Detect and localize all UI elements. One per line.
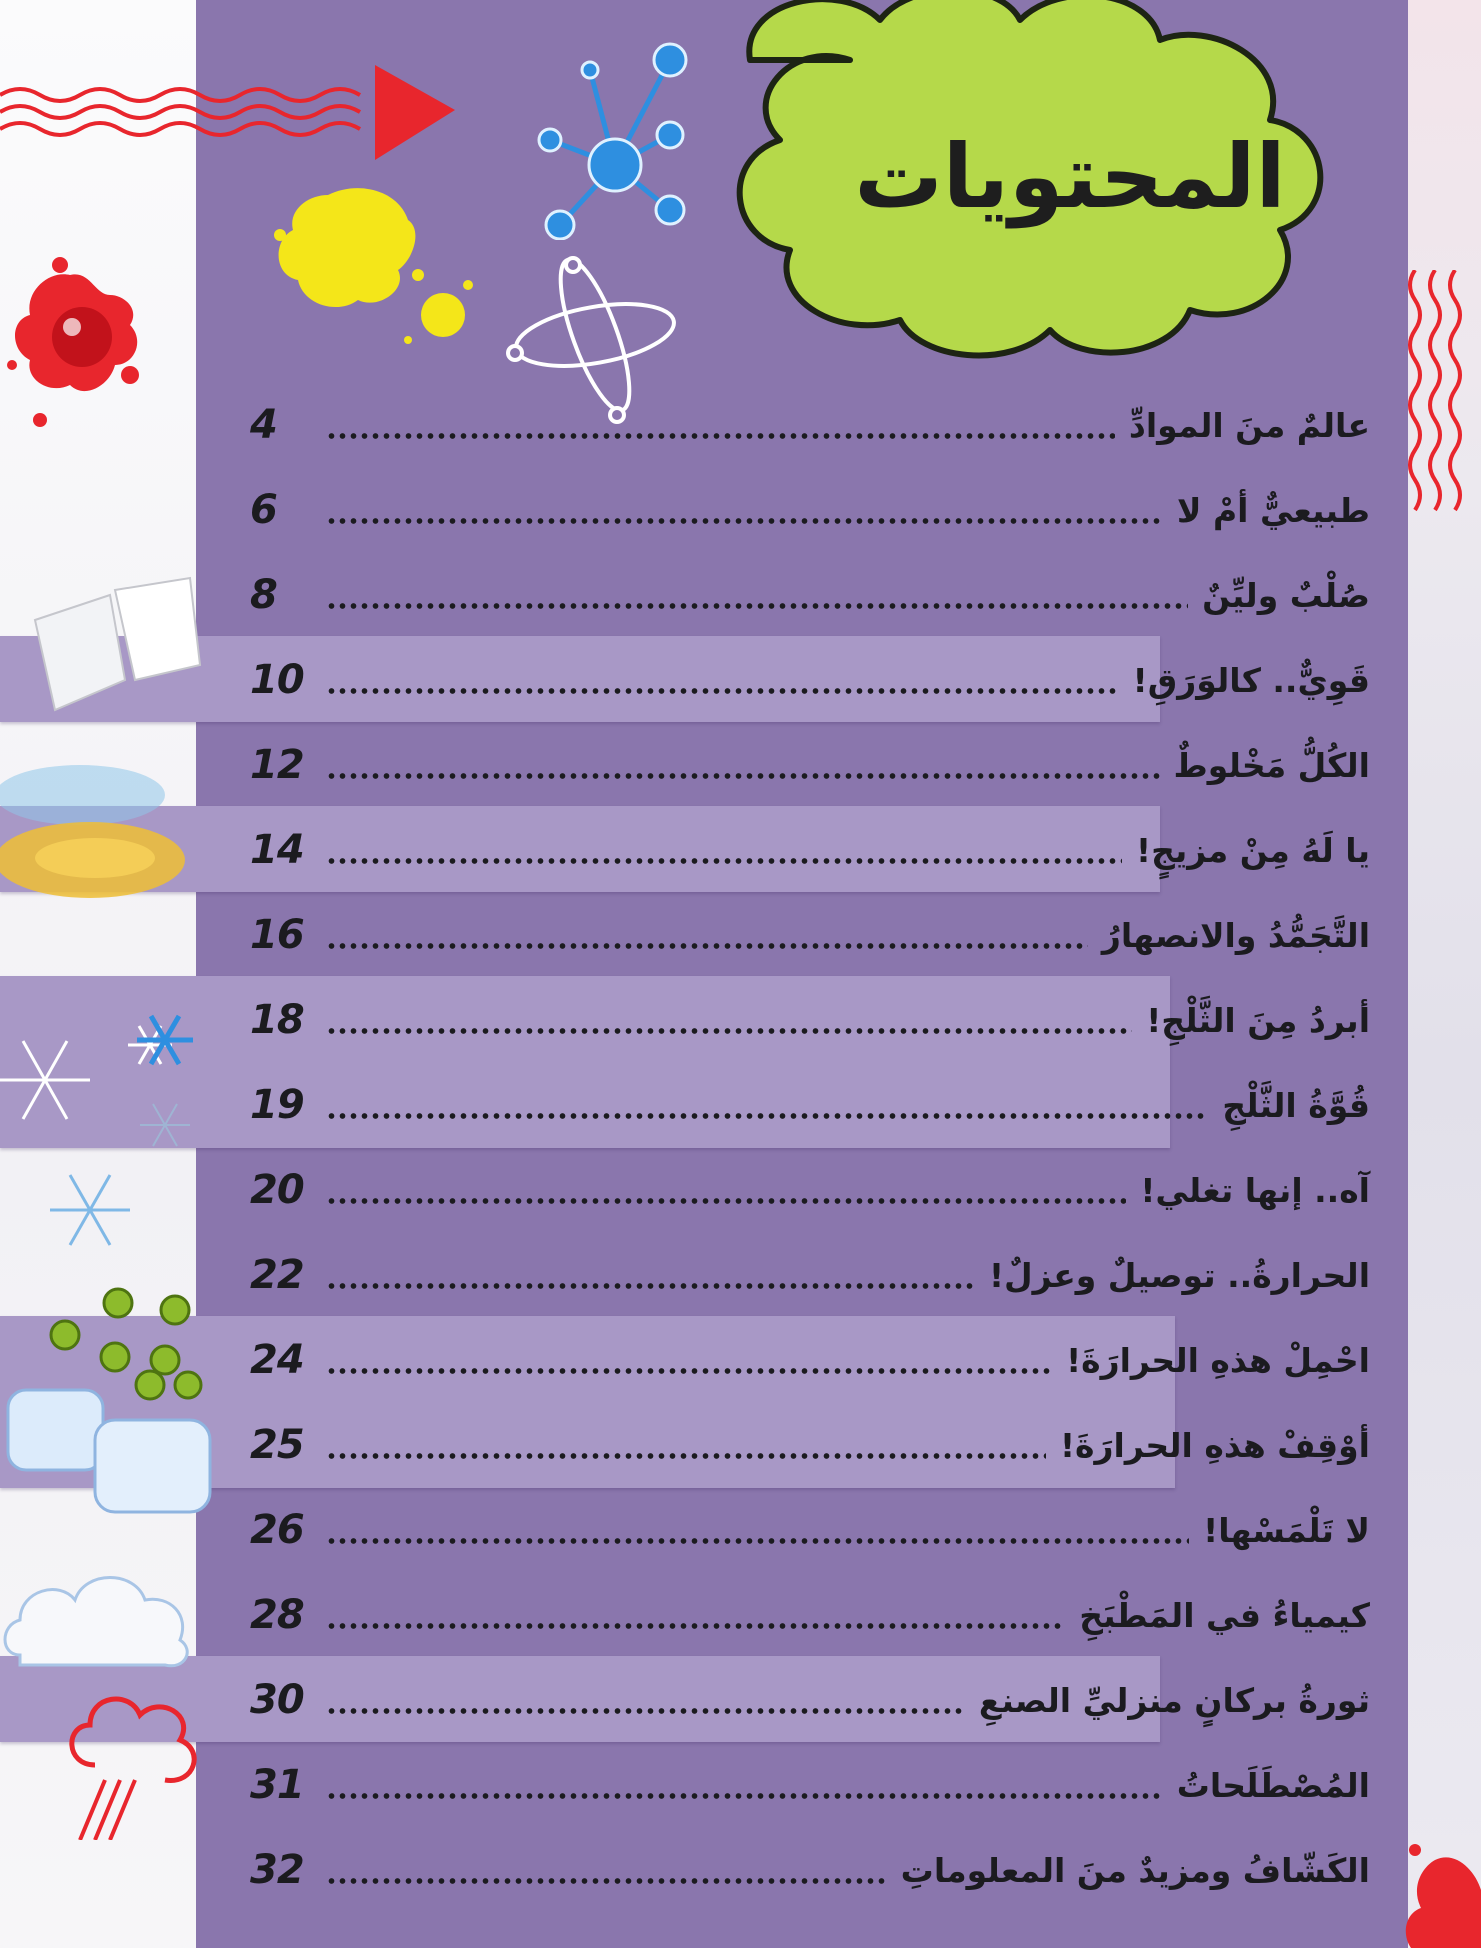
dot-leader	[326, 1368, 1052, 1374]
toc-title: قَوِيٌّ.. كالوَرَقِ!	[1132, 660, 1370, 700]
toc-page-number: 32	[250, 1847, 304, 1893]
toc-title: لا تَلْمَسْها!	[1203, 1510, 1370, 1550]
toc-entry	[250, 977, 1370, 1063]
toc-title: احْمِلْ هذهِ الحرارَةَ!	[1066, 1340, 1370, 1380]
toc-page-number: 18	[250, 997, 304, 1043]
toc-page-number: 12	[250, 742, 304, 788]
toc-page-number: 16	[250, 912, 304, 958]
toc-title: صُلْبٌ وليِّنٌ	[1202, 575, 1370, 615]
toc-entry	[250, 382, 1370, 468]
toc-page-number: 6	[250, 487, 277, 533]
dot-leader	[326, 773, 1160, 779]
dot-leader	[326, 1113, 1208, 1119]
toc-page-number: 28	[250, 1592, 304, 1638]
toc-title: أبردُ مِنَ الثَّلْجِ!	[1146, 1000, 1370, 1040]
toc-title: ثورةُ بركانٍ منزليِّ الصنعِ	[978, 1680, 1370, 1720]
toc-page-number: 14	[250, 827, 304, 873]
wavy-arrow-icon	[0, 60, 460, 170]
dot-leader	[326, 943, 1088, 949]
toc-entry	[250, 1147, 1370, 1233]
dot-leader	[326, 858, 1122, 864]
toc-title: المُصْطَلَحاتُ	[1176, 1765, 1370, 1805]
wavy-lines-icon	[1400, 270, 1481, 530]
dot-leader	[326, 603, 1188, 609]
toc-title: آه.. إنها تغلي!	[1140, 1170, 1370, 1210]
toc-page-number: 24	[250, 1337, 304, 1383]
dot-leader	[326, 1283, 975, 1289]
paint-splash-icon	[268, 175, 488, 355]
powder-pile-icon	[0, 750, 195, 920]
toc-title: كيمياءُ في المَطْبَخِ	[1079, 1595, 1370, 1635]
dot-leader	[326, 1538, 1189, 1544]
dot-leader	[326, 1708, 965, 1714]
dot-leader	[326, 518, 1163, 524]
snowflake-icon	[0, 985, 200, 1160]
toc-entry	[250, 1827, 1370, 1913]
toc-page-number: 10	[250, 657, 304, 703]
toc-title: الكُلُّ مَخْلوطٌ	[1173, 745, 1370, 785]
toc-title: قُوَّةُ الثَّلْجِ	[1222, 1085, 1370, 1125]
toc-entry	[250, 637, 1370, 723]
ink-blot-icon	[0, 245, 150, 445]
toc-title: طبيعيٌّ أمْ لا	[1176, 490, 1370, 530]
steam-puff-icon	[35, 1690, 205, 1840]
toc-title: التَّجَمُّدُ والانصهارُ	[1101, 915, 1370, 955]
dot-leader	[326, 1453, 1046, 1459]
cloud-outline-icon	[0, 1560, 210, 1680]
page-title: المحتويات	[854, 125, 1286, 228]
toc-entry	[250, 807, 1370, 893]
molecule-icon	[520, 40, 690, 240]
toc-page-number: 20	[250, 1167, 304, 1213]
toc-page-number: 8	[250, 572, 277, 618]
toc-entry	[250, 552, 1370, 638]
toc-title: يا لَهُ مِنْ مزيجٍ!	[1136, 830, 1370, 870]
dot-leader	[326, 688, 1119, 694]
toc-entry	[250, 1572, 1370, 1658]
toc-title: الكَشّافُ ومزيدٌ منَ المعلوماتِ	[900, 1850, 1370, 1890]
toc-entry	[250, 467, 1370, 553]
dot-leader	[326, 1028, 1132, 1034]
toc-page-number: 25	[250, 1422, 304, 1468]
toc-page-number: 30	[250, 1677, 304, 1723]
toc-page-number: 26	[250, 1507, 304, 1553]
toc-page-number: 19	[250, 1082, 304, 1128]
toc-entry	[250, 1657, 1370, 1743]
ice-cubes-icon	[0, 1380, 220, 1520]
dot-leader	[326, 1878, 887, 1884]
toc-entry	[250, 1062, 1370, 1148]
toc-title: أوْقِفْ هذهِ الحرارَةَ!	[1060, 1425, 1370, 1465]
toc-entry	[250, 1742, 1370, 1828]
toc-entry	[250, 722, 1370, 808]
dot-leader	[326, 1198, 1126, 1204]
toc-entry	[250, 1487, 1370, 1573]
toc-entry	[250, 892, 1370, 978]
paper-sheets-icon	[15, 570, 205, 720]
toc-entry	[250, 1402, 1370, 1488]
dot-leader	[326, 433, 1115, 439]
toc-page-number: 4	[250, 402, 277, 448]
dot-leader	[326, 1793, 1163, 1799]
toc-entry	[250, 1317, 1370, 1403]
dot-leader	[326, 1623, 1065, 1629]
toc-page-number: 31	[250, 1762, 304, 1808]
ink-blot-icon	[1395, 1830, 1481, 1948]
toc-page-number: 22	[250, 1252, 304, 1298]
toc-title: الحرارةُ.. توصيلٌ وعزلٌ!	[988, 1255, 1370, 1295]
toc-title: عالمٌ منَ الموادِّ	[1128, 405, 1370, 445]
snowflake-icon	[40, 1160, 140, 1260]
toc-entry	[250, 1232, 1370, 1318]
